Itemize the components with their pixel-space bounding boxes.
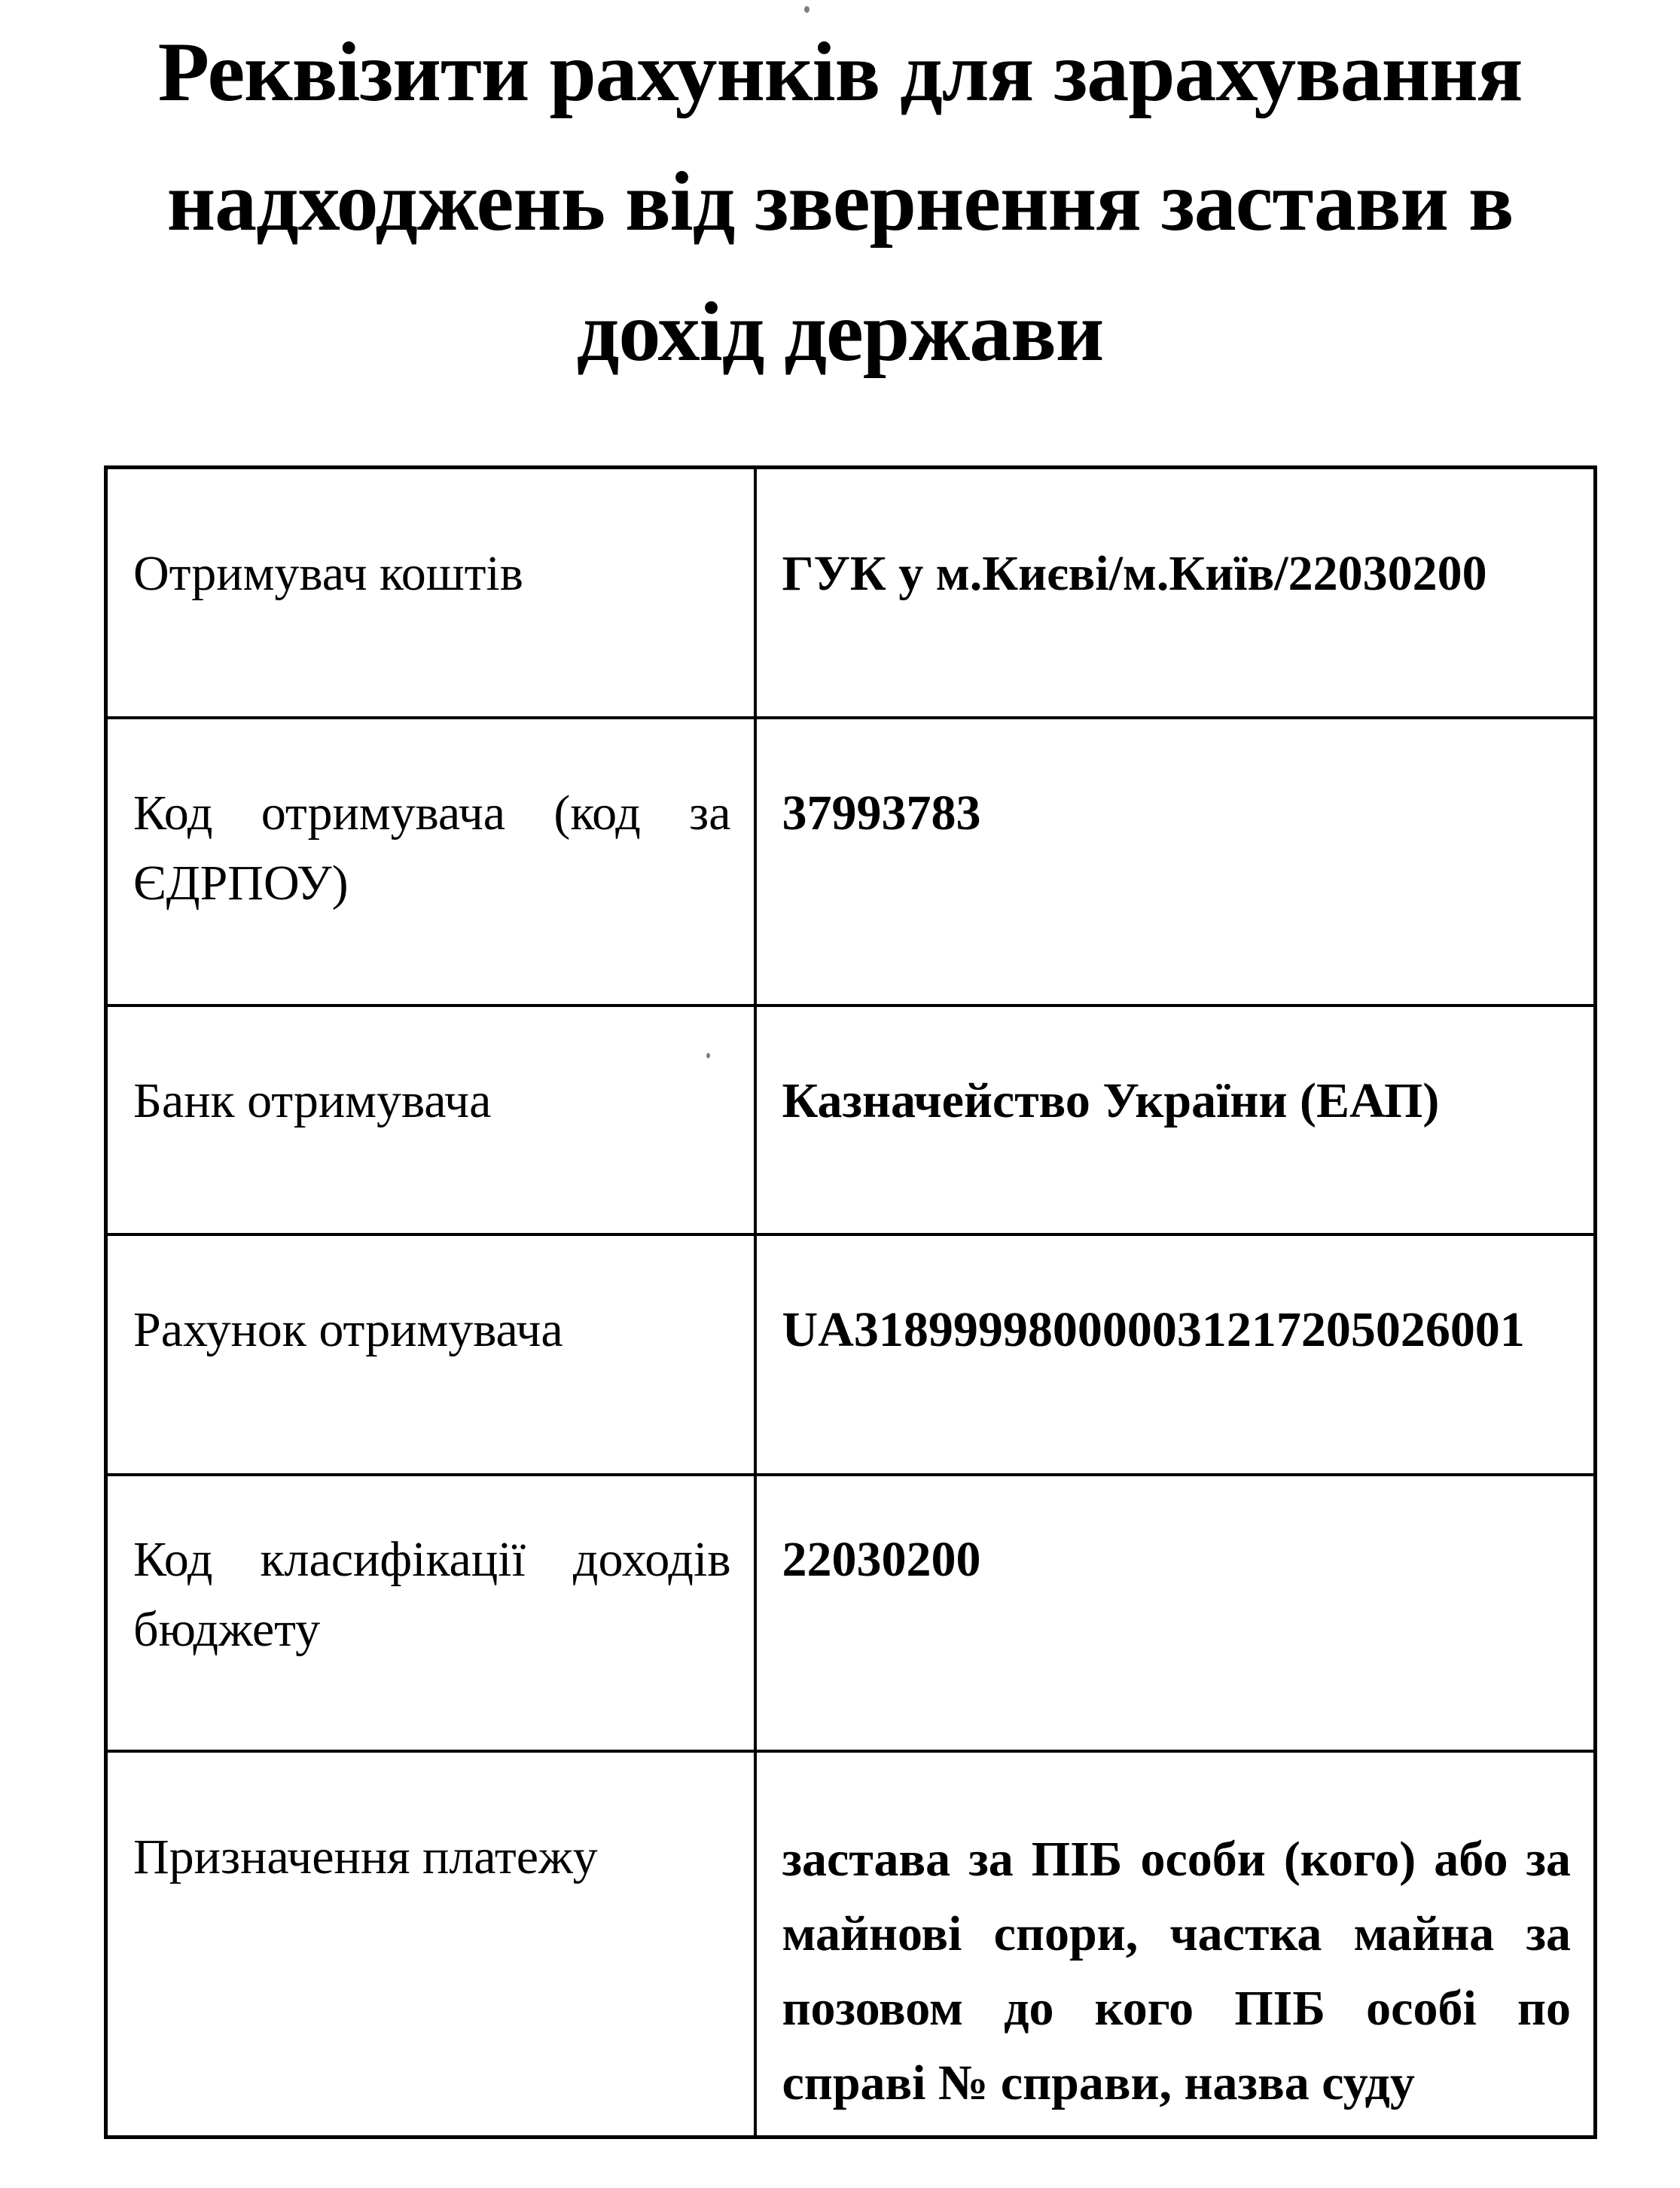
row-label: Рахунок отримувача <box>106 1234 755 1475</box>
row-label: Код класифікації доходів бюджету <box>106 1475 755 1751</box>
row-value: ГУК у м.Києві/м.Київ/22030200 <box>755 468 1596 718</box>
row-label: Отримувач коштів <box>106 468 755 718</box>
table-row-payment-purpose <box>106 1751 1596 2138</box>
row-label: Код отримувача (код за ЄДРПОУ) <box>106 718 755 1006</box>
title-line-1: Реквізити рахунків для зарахування <box>157 26 1523 119</box>
table-row-recipient-bank <box>106 1006 1596 1234</box>
row-value: 22030200 <box>755 1475 1596 1751</box>
table-row-recipient-code <box>106 718 1596 1006</box>
document-title <box>0 8 1680 397</box>
title-line-2: надходжень від звернення застави в <box>166 155 1514 249</box>
row-label: Призначення платежу <box>106 1751 755 2138</box>
table-row-recipient <box>106 468 1596 718</box>
row-value: застава за ПІБ особи (кого) або за майнові спори, частка майна за позовом до кого ПІБ особі по справі № справи, назва суду <box>755 1751 1596 2138</box>
table-row-budget-classification-code <box>106 1475 1596 1751</box>
row-value: 37993783 <box>755 718 1596 1006</box>
row-value: Казначейство України (ЕАП) <box>755 1006 1596 1234</box>
row-label: Банк отримувача <box>106 1006 755 1234</box>
row-value: UA318999980000031217205026001 <box>755 1234 1596 1475</box>
payment-requisites-table <box>104 465 1597 2139</box>
table-row-recipient-account <box>106 1234 1596 1475</box>
title-line-3: дохід держави <box>576 285 1104 379</box>
